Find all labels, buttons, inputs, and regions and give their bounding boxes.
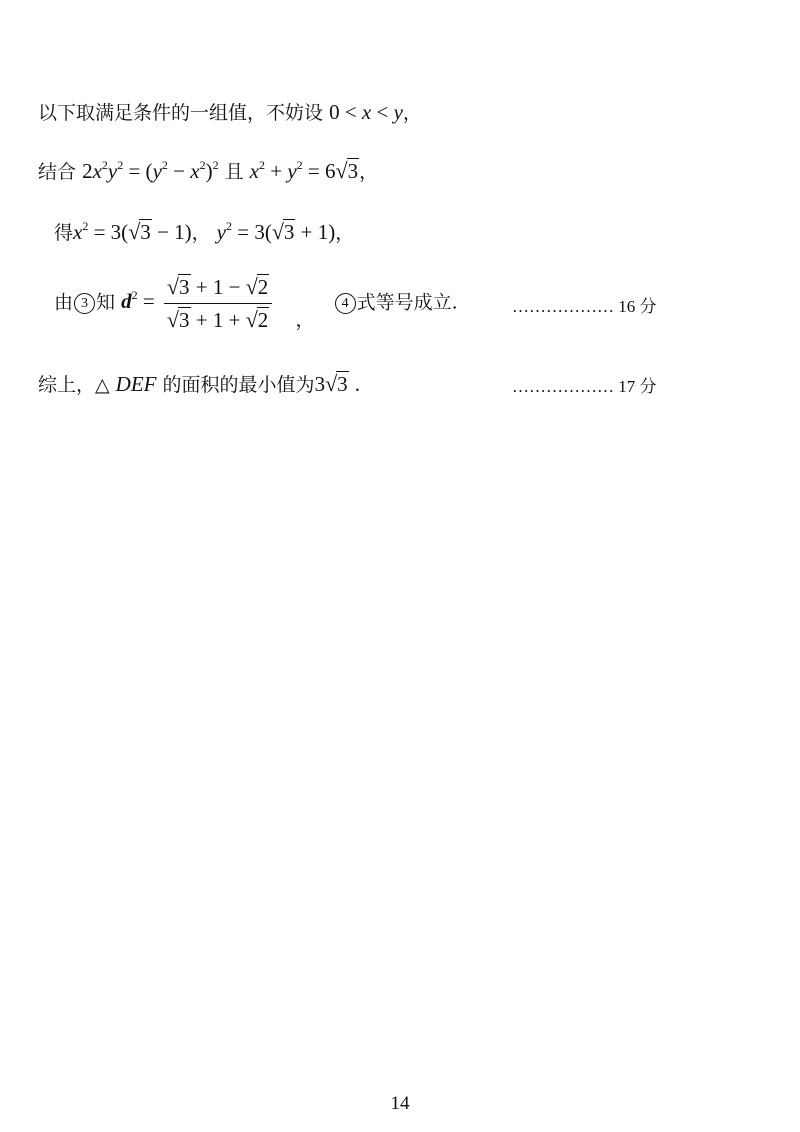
equation-d-squared: $d^2$ = $\frac{√3 + 1 - √2}{√3 + 1 + √2}$	[121, 289, 281, 313]
score-16: ……………… 16 分	[512, 297, 657, 316]
equation-sum-squares: $x^2 + y^2 = 6√3$	[249, 158, 359, 183]
line-2-tail: ，	[359, 161, 379, 183]
fraction-numerator: √3 + 1 − √2	[166, 274, 269, 299]
score-17: ……………… 17 分	[512, 377, 657, 396]
equation-x-squared: $x^2 = 3(√3 - 1)$	[73, 219, 192, 244]
inequality-formula: 0 < x < y	[329, 100, 403, 124]
page-number: 14	[390, 1093, 410, 1114]
line-4-suffix: 式等号成立.	[356, 291, 458, 314]
triangle-name: DEF	[115, 372, 157, 396]
line-3-prefix: 得	[54, 222, 74, 244]
line-2-prefix: 结合	[38, 161, 77, 183]
line-3-tail: ，	[335, 222, 355, 244]
solution-line-3	[54, 218, 354, 245]
line-1-text: 以下取满足条件的一组值，不妨设	[38, 102, 324, 124]
line-2-conj: 且	[224, 161, 244, 183]
line-4-mid: 知	[96, 291, 116, 314]
line-4-prefix: 由	[54, 291, 74, 314]
solution-line-4	[54, 274, 458, 333]
line-3-sep: ，	[191, 222, 211, 244]
line-5-tail: .	[354, 372, 360, 396]
line-4-comma: ，	[295, 309, 315, 332]
equation-2xy: $2x^2y^2 = (y^2 - x^2)^2$	[82, 158, 219, 183]
line-1-tail: ，	[402, 102, 422, 124]
solution-line-1	[38, 98, 422, 125]
line-5-mid: 的面积的最小值为	[162, 374, 315, 396]
equation-y-squared: $y^2 = 3(√3 + 1)$	[216, 219, 336, 244]
circled-number-4: 4	[335, 293, 356, 314]
min-value-formula: 3√3	[314, 371, 348, 396]
fraction-denominator: √3 + 1 + √2	[164, 303, 272, 333]
solution-line-5	[38, 370, 360, 397]
fraction	[164, 274, 272, 333]
solution-line-2	[38, 157, 378, 184]
circled-number-3: 3	[74, 293, 95, 314]
line-5-prefix: 综上，△	[38, 374, 110, 396]
